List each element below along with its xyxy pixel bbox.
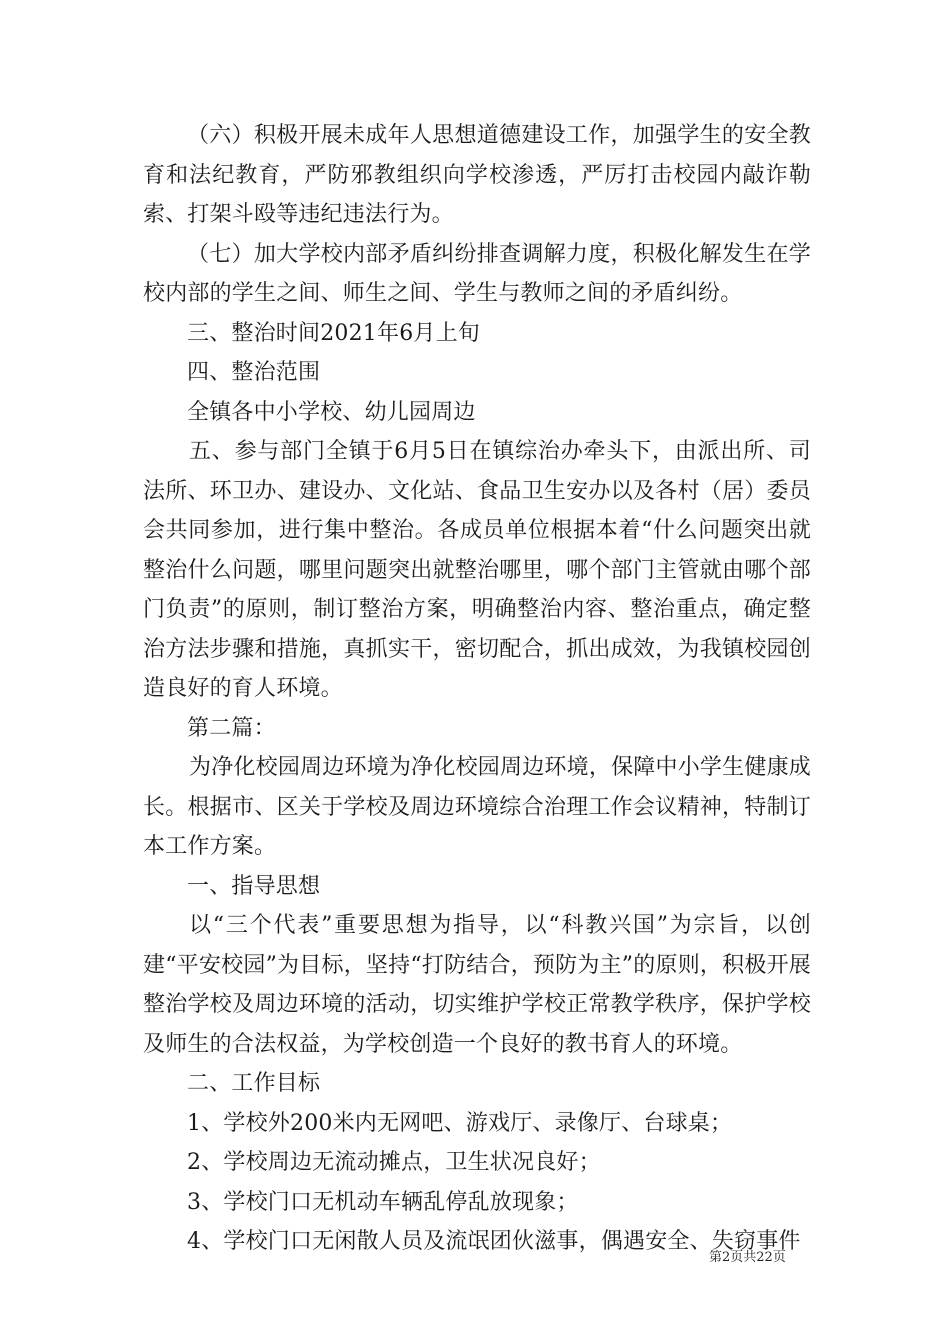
section-heading-guiding: 一、指导思想: [187, 873, 321, 899]
goal-item-1: 1、学校外200米内无网吧、游戏厅、录像厅、台球桌；: [187, 1110, 733, 1136]
guiding-text: 以“三个代表”重要思想为指导，以“科教兴国”为宗旨，以创建“平安校园”为目标，坚持“打防结合，预防为主”的原则，积极开展整治学校及周边环境的活动，切实维护学校正常教学秩序，保护学校及师生的合法权益，为学校创造一个良好的教书育人的环境。: [143, 913, 811, 1057]
document-body: [143, 116, 811, 1262]
goal-item-3: 3、学校门口无机动车辆乱停乱放现象；: [187, 1189, 579, 1215]
paragraph-item-7: （七）加大学校内部矛盾纠纷排查调解力度，积极化解发生在学校内部的学生之间、师生之间、学生与教师之间的矛盾纠纷。: [143, 241, 811, 306]
part-two-heading: 第二篇：: [187, 715, 276, 741]
section-heading-time: 三、整治时间2021年6月上旬: [187, 320, 480, 346]
scope-text: 全镇各中小学校、幼儿园周边: [187, 399, 476, 425]
page-number-footer: 第2页共22页: [709, 1250, 786, 1265]
goal-item-2: 2、学校周边无流动摊点，卫生状况良好；: [187, 1150, 601, 1175]
section-heading-goals: 二、工作目标: [187, 1071, 321, 1096]
part-two-intro: 为净化校园周边环境为净化校园周边环境，保障中小学生健康成长。根据市、区关于学校及周边环境综合治理工作会议精神，特制订本工作方案。: [143, 755, 811, 859]
paragraph-item-6: （六）积极开展未成年人思想道德建设工作，加强学生的安全教育和法纪教育，严防邪教组织向学校渗透，严厉打击校园内敲诈勒索、打架斗殴等违纪违法行为。: [143, 123, 811, 227]
goal-item-4: 4、学校门口无闲散人员及流氓团伙滋事，偶遇安全、失窃事件: [187, 1229, 801, 1254]
section-departments: 五、参与部门全镇于6月5日在镇综治办牵头下，由派出所、司法所、环卫办、建设办、文化站、食品卫生安办以及各村（居）委员会共同参加，进行集中整治。各成员单位根据本着“什么问题突出就整治什么问题，哪里问题突出就整治哪里，哪个部门主管就由哪个部门负责”的原则，制订整治方案，明确整治内容、整治重点，确定整治方法步骤和措施，真抓实干，密切配合，抓出成效，为我镇校园创造良好的育人环境。: [143, 439, 811, 701]
section-heading-scope: 四、整治范围: [187, 360, 321, 385]
